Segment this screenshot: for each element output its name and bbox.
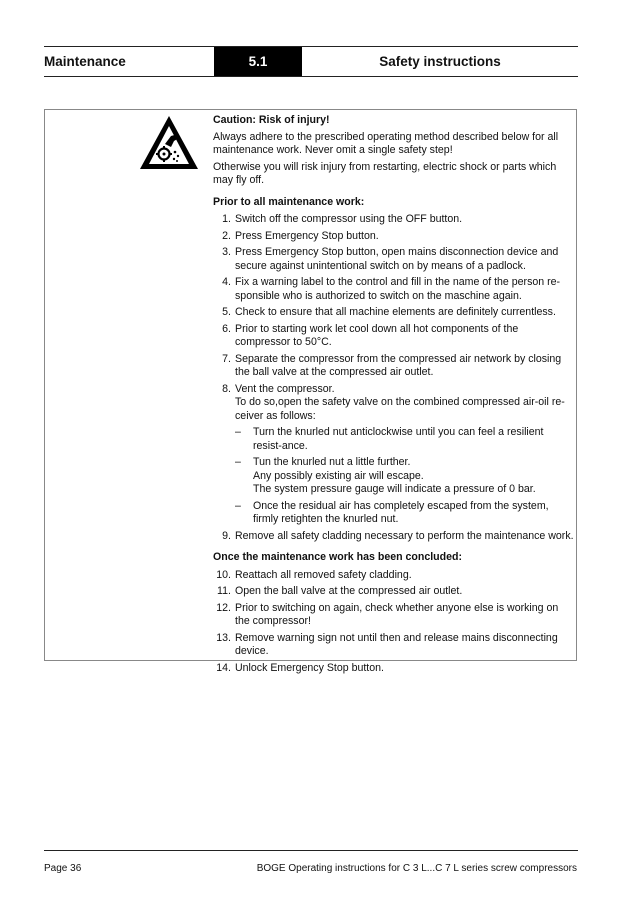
header-section-label: Maintenance — [44, 54, 126, 69]
page-number: Page 36 — [44, 863, 82, 874]
warning-triangle-icon — [138, 114, 200, 172]
dash-text: Turn the knurled nut anticlockwise until you can feel a resilient resist-ance. — [253, 426, 544, 452]
item-number: 9. — [222, 529, 231, 542]
item-text: Reattach all removed safety cladding. — [235, 568, 412, 581]
caution-paragraph-2: Otherwise you will risk injury from restarting, electric shock or parts which may fly off. — [213, 160, 557, 186]
prior-heading: Prior to all maintenance work: — [213, 195, 365, 208]
item-text: Press Emergency Stop button. — [235, 229, 379, 242]
header-bottom-rule — [44, 76, 578, 77]
list-item — [213, 213, 575, 227]
instructions-content — [213, 114, 575, 678]
dash-mark: – — [235, 499, 241, 512]
item-text: Prior to starting work let cool down all hot components of the compressor to 50°C. — [235, 322, 519, 348]
list-item — [213, 383, 575, 527]
item-text: Check to ensure that all machine elements are definitely currentless. — [235, 306, 556, 318]
item-text: Remove warning sign not until then and release mains disconnecting device. — [235, 631, 558, 657]
list-item — [213, 602, 575, 629]
item-number: 13. — [216, 631, 231, 644]
item-8-detail: To do so,open the safety valve on the combined compressed air-oil re-ceiver as follows: — [235, 396, 565, 422]
list-item — [213, 585, 575, 599]
after-heading: Once the maintenance work has been concluded: — [213, 551, 463, 563]
item-text: Press Emergency Stop button, open mains disconnection device and secure against unintentional switch on by means of a padlock. — [235, 246, 559, 272]
list-item — [213, 246, 575, 273]
list-item — [213, 530, 575, 544]
list-item — [213, 353, 575, 380]
item-number: 5. — [222, 306, 231, 318]
item-text-block — [235, 383, 575, 527]
list-item — [213, 323, 575, 350]
item-text: Unlock Emergency Stop button. — [235, 661, 384, 674]
list-item — [213, 569, 575, 583]
item-text: Fix a warning label to the control and fill in the name of the person re-sponsible who is authorized to switch on the maschine again. — [235, 276, 561, 302]
footer-rule — [44, 850, 578, 851]
page-header — [44, 47, 578, 75]
dash-mark: – — [235, 456, 241, 468]
dash-text-line-2: Any possibly existing air will escape. — [253, 469, 424, 482]
item-text: Switch off the compressor using the OFF button. — [235, 213, 463, 225]
dash-item — [235, 500, 575, 527]
item-number: 12. — [216, 601, 231, 614]
document-title: BOGE Operating instructions for C 3 L...C 7 L series screw compressors — [256, 863, 577, 874]
caution-paragraph-1: Always adhere to the prescribed operating method described below for all maintenance work. Never omit a single safety step! — [213, 130, 559, 156]
safety-instructions-box — [44, 109, 577, 674]
dash-item — [235, 456, 575, 497]
item-number: 1. — [222, 213, 231, 225]
item-number: 2. — [222, 229, 231, 242]
item-text: Remove all safety cladding necessary to perform the maintenance work. — [235, 529, 574, 542]
item-number: 7. — [222, 352, 231, 365]
dash-text: Tun the knurled nut a little further. — [253, 456, 411, 468]
list-item — [213, 306, 575, 320]
list-item — [213, 662, 575, 676]
item-number: 6. — [222, 322, 231, 335]
header-title: Safety instructions — [379, 54, 501, 69]
item-text: Separate the compressor from the compressed air network by closing the ball valve at the compressed air outlet. — [235, 352, 562, 378]
item-number: 11. — [217, 585, 231, 597]
item-text: Open the ball valve at the compressed air outlet. — [235, 585, 463, 597]
item-number: 10. — [216, 568, 231, 581]
item-number: 3. — [222, 246, 231, 258]
item-number: 8. — [222, 382, 231, 395]
dash-text-block — [253, 456, 575, 497]
item-number: 4. — [222, 276, 231, 288]
item-text: Prior to switching on again, check whether anyone else is working on the compressor! — [235, 601, 559, 627]
list-item — [213, 632, 575, 659]
caution-heading: Caution: Risk of injury! — [213, 114, 330, 126]
dash-item — [235, 426, 575, 453]
header-section-number: 5.1 — [214, 47, 302, 76]
item-number: 14. — [216, 661, 231, 674]
list-item — [213, 230, 575, 244]
list-item — [213, 276, 575, 303]
dash-mark: – — [235, 426, 241, 438]
dash-text: Once the residual air has completely escaped from the system, firmly retighten the knurled nut. — [253, 499, 549, 525]
dash-text-line-3: The system pressure gauge will indicate a pressure of 0 bar. — [253, 483, 536, 495]
item-text: Vent the compressor. — [235, 382, 335, 395]
